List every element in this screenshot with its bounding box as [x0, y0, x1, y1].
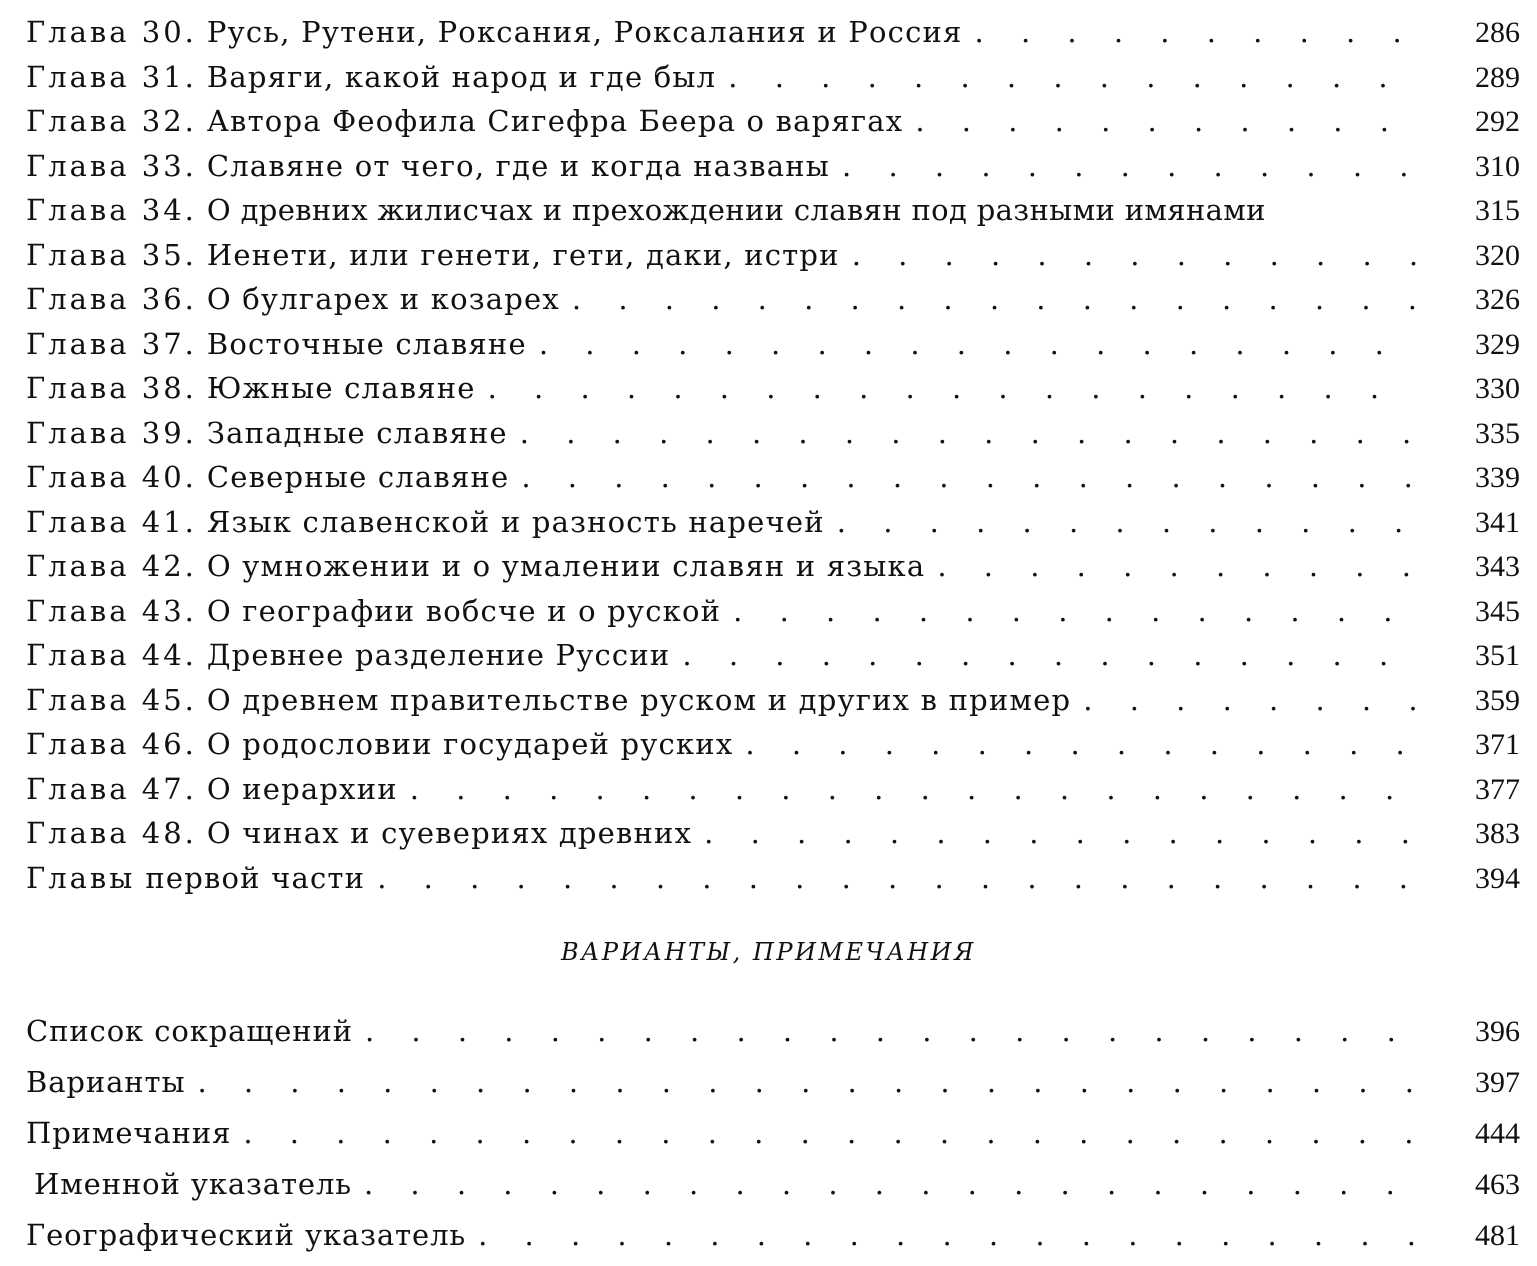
entry-title: Именной указатель [34, 1167, 352, 1201]
entry-title: Язык славенской и разность наречей [206, 504, 825, 539]
toc-entry-chapter-45 [26, 678, 1520, 723]
toc-entry-geographic-index [26, 1210, 1520, 1261]
dot-leader [975, 10, 1416, 55]
entry-title: Географический указатель [26, 1218, 467, 1252]
page-number: 371 [1475, 728, 1520, 761]
page-number: 377 [1475, 772, 1520, 806]
toc-entry-chapter-35 [26, 233, 1520, 278]
toc-entry-chapter-48 [26, 811, 1520, 856]
entry-title: Восточные славяне [206, 326, 527, 361]
entry-title: О иерархии [206, 771, 398, 806]
toc-entry-chapter-46 [26, 722, 1520, 767]
toc-entry-chapter-32 [26, 99, 1520, 144]
dot-leader [937, 544, 1416, 589]
toc-entry-chapter-list [26, 856, 1520, 901]
dot-leader [521, 455, 1416, 500]
entry-label: Глава 44. [26, 638, 197, 672]
page-number: 310 [1475, 149, 1520, 183]
entry-title: Южные славяне [206, 371, 476, 405]
entry-label: Глава 43. [26, 593, 197, 628]
entry-label: Глава 35. [26, 237, 197, 272]
appendix-list [26, 1006, 1520, 1261]
toc-entry-chapter-30 [26, 10, 1520, 55]
dot-leader [377, 856, 1416, 901]
page-number: 383 [1475, 817, 1520, 850]
dot-leader [842, 144, 1416, 189]
page-number: 330 [1475, 372, 1520, 405]
dot-leader [728, 55, 1416, 100]
dot-leader [733, 589, 1416, 634]
entry-title: О географии вобсче и о руской [206, 593, 722, 628]
entry-title: О древних жилисчах и прехождении славян под разными имянами [206, 193, 1266, 227]
page-number: 345 [1475, 594, 1520, 628]
page-number: 397 [1475, 1066, 1520, 1099]
entry-label: Глава 41. [26, 504, 197, 539]
toc-entry-chapter-38 [26, 366, 1520, 411]
toc-entry-chapter-31 [26, 55, 1520, 100]
entry-title: Примечания [26, 1116, 232, 1150]
page-number: 394 [1475, 861, 1520, 895]
toc-entry-name-index [26, 1159, 1520, 1210]
entry-title: О булгарех и козарех [206, 282, 560, 316]
toc-entry-chapter-36 [26, 277, 1520, 322]
chapter-list [26, 10, 1520, 900]
page-number: 289 [1475, 60, 1520, 94]
dot-leader [197, 1057, 1416, 1108]
dot-leader [572, 277, 1416, 322]
dot-leader [1083, 678, 1416, 723]
entry-label: Глава 30. [26, 15, 197, 49]
entry-title: О древнем правительстве руском и других в пример [206, 682, 1072, 717]
page-number: 320 [1475, 238, 1520, 272]
dot-leader [539, 322, 1416, 367]
section-heading: ВАРИАНТЫ, ПРИМЕЧАНИЯ [561, 938, 976, 966]
dot-leader [488, 366, 1416, 411]
toc-entry-chapter-47 [26, 767, 1520, 812]
dot-leader [682, 633, 1416, 678]
entry-label: Главы [26, 860, 136, 895]
entry-label: Глава 45. [26, 682, 197, 717]
entry-label: Глава 34. [26, 193, 197, 227]
page-number: 292 [1475, 105, 1520, 138]
dot-leader [365, 1006, 1416, 1057]
toc-entry-variants [26, 1057, 1520, 1108]
toc-entry-chapter-43 [26, 589, 1520, 634]
page-number: 339 [1475, 461, 1520, 494]
page-number: 329 [1475, 327, 1520, 361]
entry-label: Глава 38. [26, 371, 197, 405]
toc-entry-chapter-34 [26, 188, 1520, 233]
entry-title: Славяне от чего, где и когда названы [206, 148, 831, 183]
entry-title: О умножении и о умалении славян и языка [206, 549, 926, 583]
entry-title: Северные славяне [206, 460, 510, 494]
dot-leader [915, 99, 1416, 144]
entry-title: Западные славяне [206, 415, 508, 450]
entry-title: Русь, Рутени, Роксания, Роксалания и Россия [206, 15, 963, 49]
entry-label: Глава 40. [26, 460, 197, 494]
entry-title: Список сокращений [26, 1014, 353, 1048]
entry-label: Глава 39. [26, 415, 197, 450]
toc-entry-chapter-33 [26, 144, 1520, 189]
toc-entry-chapter-41 [26, 500, 1520, 545]
toc-entry-chapter-37 [26, 322, 1520, 367]
page-number: 335 [1475, 416, 1520, 450]
entry-label: Глава 37. [26, 326, 197, 361]
entry-title: Варианты [26, 1065, 186, 1099]
dot-leader [243, 1108, 1416, 1159]
page-number: 351 [1475, 639, 1520, 672]
toc-entry-chapter-39 [26, 411, 1520, 456]
toc-entry-chapter-40 [26, 455, 1520, 500]
entry-label: Глава 46. [26, 727, 197, 761]
entry-label: Глава 36. [26, 282, 197, 316]
entry-label: Глава 32. [26, 104, 197, 138]
page-number: 463 [1475, 1168, 1520, 1201]
page-number: 286 [1475, 16, 1520, 49]
entry-label: Глава 33. [26, 148, 197, 183]
dot-leader [520, 411, 1416, 456]
entry-label: Глава 42. [26, 549, 197, 583]
page-number: 341 [1475, 505, 1520, 539]
page-number: 396 [1475, 1015, 1520, 1048]
toc-entry-chapter-42 [26, 544, 1520, 589]
dot-leader [837, 500, 1416, 545]
toc-entry-chapter-44 [26, 633, 1520, 678]
page-number: 326 [1475, 283, 1520, 316]
entry-label: Глава 48. [26, 816, 197, 850]
entry-title: Иенети, или генети, гети, даки, истри [206, 237, 840, 272]
entry-title: О чинах и суевериях древних [206, 816, 693, 850]
entry-title: Варяги, какой народ и где был [206, 59, 717, 94]
page-number: 315 [1475, 194, 1520, 227]
toc-entry-notes [26, 1108, 1520, 1159]
dot-leader [745, 722, 1416, 767]
dot-leader [364, 1159, 1416, 1210]
entry-title: О родословии государей руских [206, 727, 734, 761]
entry-title: Автора Феофила Сигефра Беера о варягах [206, 104, 904, 138]
entry-label: Глава 47. [26, 771, 197, 806]
page-number: 343 [1475, 550, 1520, 583]
page-number: 481 [1475, 1219, 1520, 1252]
entry-title: Древнее разделение Руссии [206, 638, 671, 672]
page-number: 444 [1475, 1117, 1520, 1150]
dot-leader [478, 1210, 1416, 1261]
entry-label: Глава 31. [26, 59, 197, 94]
dot-leader [410, 767, 1416, 812]
page-number: 359 [1475, 683, 1520, 717]
entry-title: первой части [145, 860, 366, 895]
dot-leader [852, 233, 1416, 278]
toc-entry-abbreviations [26, 1006, 1520, 1057]
dot-leader [704, 811, 1416, 856]
